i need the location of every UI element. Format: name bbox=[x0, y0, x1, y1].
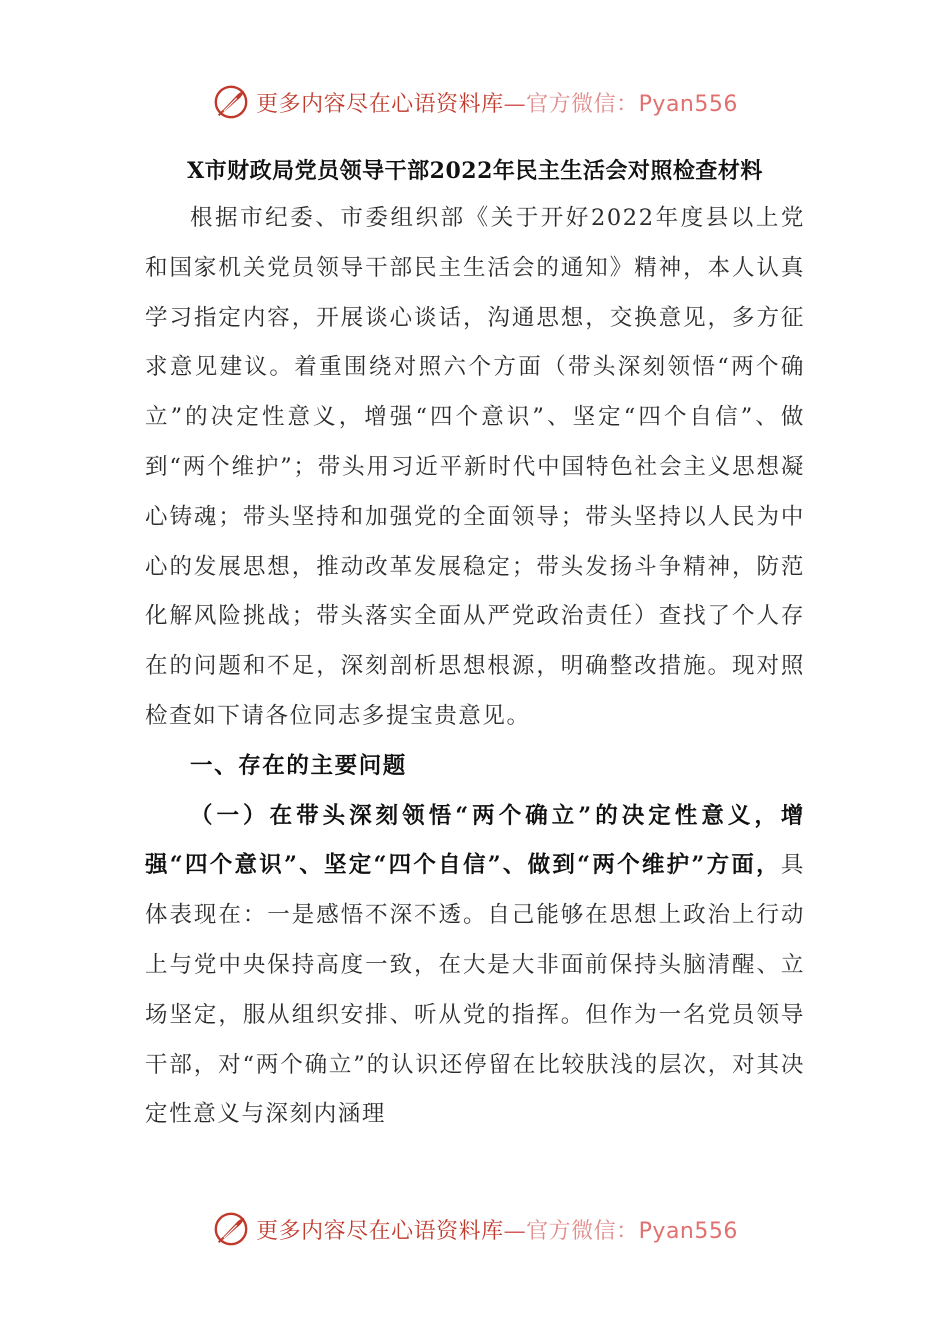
subsection-heading: （一）在带头深刻领悟“两个确立”的决定性意义，增强“四个意识”、坚定“四个自信”、做到“两个维护”方面， bbox=[145, 802, 805, 879]
quill-logo-icon bbox=[212, 1210, 250, 1248]
watermark-account: Pyan556 bbox=[638, 1218, 738, 1244]
subsection-body: 具体表现在：一是感悟不深不透。自己能够在思想上政治上行动上与党中央保持高度一致，在大是大非面前保持头脑清醒、立场坚定，服从组织安排、听从党的指挥。但作为一名党员领导干部，对“两个确立”的认识还停留在比较肤浅的层次，对其决定性意义与深刻内涵理 bbox=[145, 852, 805, 1128]
section-heading: 一、存在的主要问题 bbox=[190, 752, 407, 779]
watermark-account: Pyan556 bbox=[638, 91, 738, 117]
watermark-brand: 更多内容尽在心语资料库 bbox=[256, 91, 504, 117]
quill-logo-icon bbox=[212, 83, 250, 121]
watermark-brand: 更多内容尽在心语资料库 bbox=[256, 1218, 504, 1244]
watermark-text bbox=[256, 87, 738, 118]
document-body bbox=[145, 150, 805, 1140]
watermark-header bbox=[0, 80, 950, 124]
subsection-paragraph bbox=[145, 792, 805, 1141]
watermark-separator: — bbox=[503, 91, 527, 117]
watermark-label: 官方微信： bbox=[526, 1218, 639, 1244]
watermark-separator: — bbox=[503, 1218, 527, 1244]
intro-paragraph: 根据市纪委、市委组织部《关于开好2022年度县以上党和国家机关党员领导干部民主生活会的通知》精神，本人认真学习指定内容，开展谈心谈话，沟通思想，交换意见，多方征求意见建议。着重围绕对照六个方面（带头深刻领悟“两个确立”的决定性意义，增强“四个意识”、坚定“四个自信”、做到“两个维护”；带头用习近平新时代中国特色社会主义思想凝心铸魂；带头坚持和加强党的全面领导；带头坚持以人民为中心的发展思想，推动改革发展稳定；带头发扬斗争精神，防范化解风险挑战；带头落实全面从严党政治责任）查找了个人存在的问题和不足，深刻剖析思想根源，明确整改措施。现对照检查如下请各位同志多提宝贵意见。 bbox=[145, 205, 805, 729]
document-title: X市财政局党员领导干部2022年民主生活会对照检查材料 bbox=[187, 158, 763, 184]
watermark-footer bbox=[0, 1207, 950, 1251]
watermark-label: 官方微信： bbox=[526, 91, 639, 117]
watermark-text bbox=[256, 1214, 738, 1245]
